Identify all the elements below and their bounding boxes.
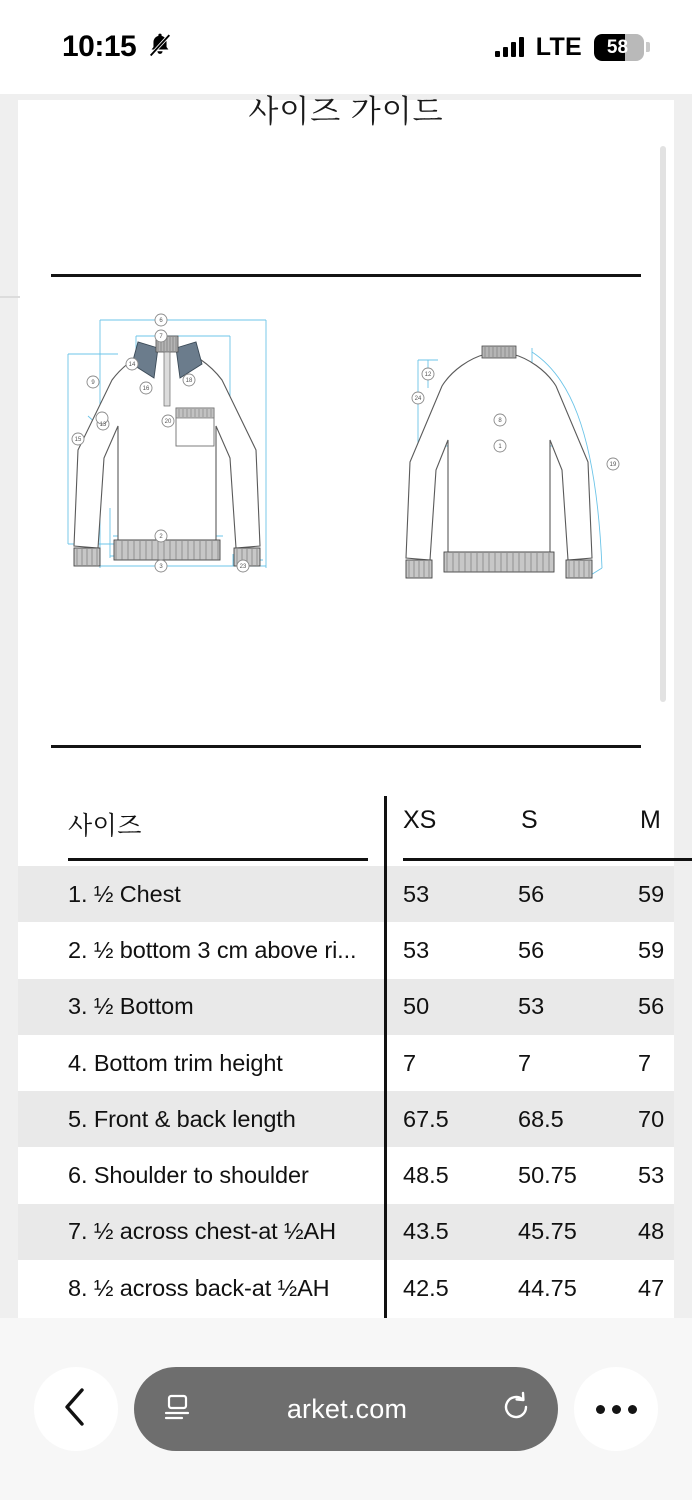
row-label: 6. Shoulder to shoulder [68,1162,309,1189]
table-row [18,1147,674,1203]
row-value-m: 70 [638,1105,665,1132]
row-label: 5. Front & back length [68,1105,296,1132]
table-row [18,1091,674,1147]
row-value-m: 48 [638,1218,665,1245]
status-bar [0,0,692,94]
table-row [18,1035,674,1091]
table-row [18,1260,674,1316]
reload-icon[interactable] [500,1391,532,1428]
row-value-m: 59 [638,936,665,963]
svg-text:20: 20 [164,419,172,425]
size-guide-card [18,94,674,1318]
more-dots-icon [596,1405,637,1414]
url-text[interactable]: arket.com [286,1393,408,1424]
garment-back-technical-drawing [390,328,640,598]
table-row [18,979,674,1035]
battery-indicator [594,34,650,61]
row-value-m: 56 [638,993,665,1020]
row-value-xs: 43.5 [403,1218,449,1245]
svg-text:2: 2 [159,534,163,540]
signal-bars-icon [495,37,524,57]
more-options-button[interactable] [574,1367,658,1451]
header-underline-left [68,858,368,861]
table-row [18,922,674,978]
svg-text:1: 1 [498,444,502,450]
svg-text:16: 16 [142,386,150,392]
svg-text:14: 14 [128,362,136,368]
svg-text:19: 19 [609,462,617,468]
row-value-xs: 53 [403,936,430,963]
svg-text:23: 23 [239,564,247,570]
webpage-viewport[interactable] [0,94,692,1318]
browser-toolbar [0,1318,692,1500]
svg-text:3: 3 [159,564,163,570]
table-header-xs: XS [403,806,437,834]
table-column-divider [384,796,387,1318]
status-time: 10:15 [62,30,137,63]
status-bar-left [62,30,174,64]
row-value-xs: 50 [403,993,430,1020]
row-value-s: 44.75 [518,1274,577,1301]
row-value-xs: 48.5 [403,1162,449,1189]
back-button[interactable] [34,1367,118,1451]
size-table [18,788,674,1316]
svg-text:18: 18 [185,378,193,384]
page-settings-icon[interactable] [160,1390,194,1429]
svg-text:15: 15 [74,437,82,443]
row-label: 7. ½ across chest-at ½AH [68,1218,336,1245]
table-header-row [18,788,674,866]
row-value-s: 56 [518,936,545,963]
row-value-s: 53 [518,993,545,1020]
row-value-s: 68.5 [518,1105,564,1132]
svg-text:24: 24 [414,396,422,402]
technical-drawings [18,300,674,740]
row-value-m: 7 [638,1049,652,1076]
edge-tick-decoration [0,296,20,298]
svg-text:8: 8 [498,418,502,424]
table-header-s: S [521,806,538,834]
svg-text:6: 6 [159,318,163,324]
chevron-left-icon [61,1386,91,1433]
row-label: 2. ½ bottom 3 cm above ri... [68,936,357,963]
network-type-label: LTE [535,32,582,61]
row-value-m: 47 [638,1274,665,1301]
row-value-s: 56 [518,880,545,907]
battery-body [594,34,644,61]
garment-front-technical-drawing [58,308,308,598]
page-title: 사이즈 가이드 [248,94,444,129]
row-value-xs: 7 [403,1049,417,1076]
row-value-xs: 67.5 [403,1105,449,1132]
url-bar[interactable] [134,1367,558,1451]
row-value-xs: 53 [403,880,430,907]
bell-slash-icon [146,31,174,64]
row-label: 1. ½ Chest [68,880,181,907]
battery-tip [646,42,650,52]
row-value-m: 59 [638,880,665,907]
svg-text:13: 13 [99,422,107,428]
row-value-s: 45.75 [518,1218,577,1245]
status-bar-right [495,33,650,62]
divider-middle [51,745,641,748]
header-underline-right [403,858,692,861]
row-value-xs: 42.5 [403,1274,449,1301]
table-header-m: M [640,806,661,834]
svg-text:12: 12 [424,372,432,378]
row-label: 4. Bottom trim height [68,1049,283,1076]
battery-percent-label: 58 [606,36,629,58]
row-value-s: 50.75 [518,1162,577,1189]
row-label: 3. ½ Bottom [68,993,194,1020]
row-value-m: 53 [638,1162,665,1189]
table-header-size-label: 사이즈 [68,812,142,840]
svg-text:7: 7 [159,334,163,340]
table-row [18,866,674,922]
row-label: 8. ½ across back-at ½AH [68,1274,330,1301]
svg-text:9: 9 [91,380,95,386]
row-value-s: 7 [518,1049,532,1076]
divider-top [51,274,641,277]
table-row [18,1204,674,1260]
